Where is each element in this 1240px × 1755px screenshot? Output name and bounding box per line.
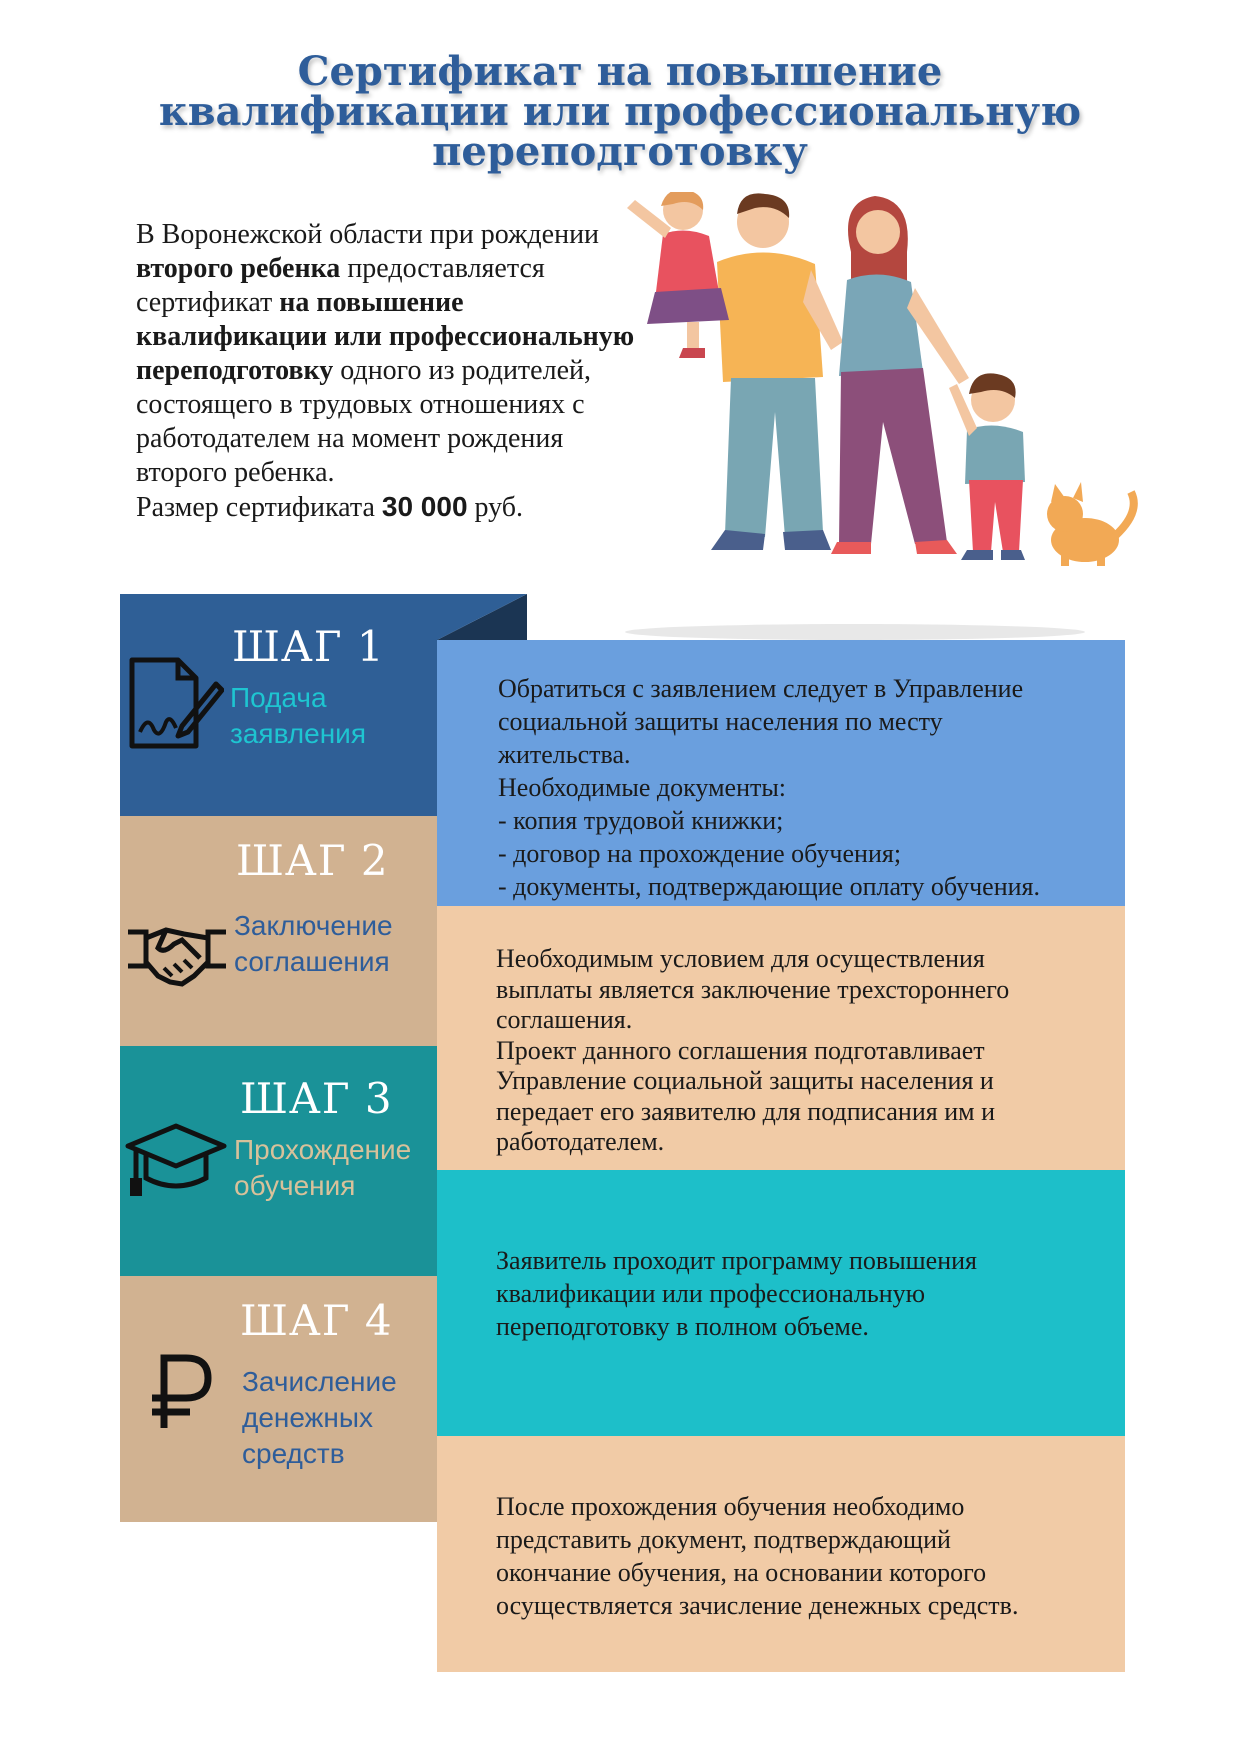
certificate-amount: 30 000 [381,491,468,522]
step-2-heading: ШАГ 2 [236,836,389,885]
step-3-subtitle-line-1: Прохождение [234,1134,412,1165]
desc-2-line-2: выплаты является заключение трехстороннего [496,974,1010,1004]
page-title [0,48,1240,175]
cat-figure [1047,482,1134,566]
intro-text-3: одного из родителей, состоящего в трудовых отношениях с работодателем на момент рождения второго ребенка. [136,355,591,488]
family-illustration [625,192,1145,642]
desc-1-line-1: Обратиться с заявлением следует в Управление [498,674,1024,703]
handshake-icon [124,912,230,992]
step-4-heading: ШАГ 4 [240,1296,393,1345]
intro-bold-certificate-purpose: на повышение квалификации или профессиональную переподготовку [136,287,635,386]
desc-1-line-5: - копия трудовой книжки; [498,806,784,835]
desc-2-line-5: Управление социальной защиты населения и [496,1066,994,1095]
desc-4-line-4: осуществляется зачисление денежных средств. [496,1591,1019,1620]
step-2-subtitle-line-2: соглашения [234,946,390,977]
intro-bold-second-child: второго ребенка [136,253,341,284]
step-1-subtitle [230,680,366,752]
step-3-description [437,1170,1125,1436]
girl-figure [627,192,729,358]
desc-3-line-1: Заявитель проходит программу повышения [496,1246,978,1275]
desc-1-line-6: - договор на прохождение обучения; [498,839,902,868]
intro-text-2: предоставляется сертификат [136,253,545,318]
desc-2-line-7: работодателем. [496,1127,665,1156]
desc-4-line-1: После прохождения обучения необходимо [496,1492,965,1521]
graduation-cap-icon [124,1122,228,1202]
intro-text-1: В Воронежской области при рождении [136,219,600,250]
desc-2-line-4: Проект данного соглашения подготавливает [496,1035,985,1065]
step-4-subtitle-line-2: денежных [242,1402,373,1433]
step-1-panel [120,594,438,816]
desc-4-line-3: окончание обучения, на основании которого [496,1558,987,1587]
desc-2-line-1: Необходимым условием для осуществления [496,944,985,973]
desc-3-line-3: переподготовку в полном объеме. [496,1312,869,1341]
step-3-subtitle [234,1132,411,1204]
desc-4-line-2: представить документ, подтверждающий [496,1525,951,1554]
title-line-3: переподготовку [432,128,808,175]
desc-1-line-7: - документы, подтверждающие оплату обучения. [498,872,1041,901]
intro-paragraph [136,218,656,525]
desc-2-line-3: соглашения. [496,1005,633,1034]
step-4-panel [120,1276,438,1522]
step-1-subtitle-line-1: Подача [230,682,327,713]
step-1-description [437,640,1125,906]
step-4-subtitle-line-1: Зачисление [242,1366,397,1397]
step-4-subtitle-line-3: средств [242,1438,345,1469]
desc-3-line-2: квалификации или профессиональную [496,1279,926,1308]
step-4-description [437,1436,1125,1672]
step-2-subtitle [234,908,393,980]
step-3-heading: ШАГ 3 [240,1074,393,1123]
step-2-subtitle-line-1: Заключение [234,910,393,941]
mother-figure [831,196,969,554]
desc-1-line-4: Необходимые документы: [498,773,787,802]
step-3-panel [120,1046,438,1276]
document-signature-icon [124,654,224,754]
certificate-currency: руб. [467,492,524,523]
desc-1-line-2: социальной защиты населения по месту [498,707,943,736]
step-1-subtitle-line-2: заявления [230,718,366,749]
step-2-panel [120,816,438,1046]
step-1-heading: ШАГ 1 [232,622,385,671]
intro-size-label: Размер сертификата [136,492,382,523]
desc-1-line-3: жительства. [498,740,631,769]
desc-2-line-6: передает его заявителю для подписания им и [496,1096,995,1126]
title-line-2: квалификации или профессиональную [158,88,1082,135]
father-figure [711,193,843,550]
step-3-subtitle-line-2: обучения [234,1170,356,1201]
ruble-icon [146,1352,216,1432]
step-1-corner-decoration [437,594,527,640]
title-line-1: Сертификат на повышение [297,48,943,95]
step-4-subtitle [242,1364,397,1472]
boy-figure [949,373,1025,560]
step-2-description [437,906,1125,1170]
